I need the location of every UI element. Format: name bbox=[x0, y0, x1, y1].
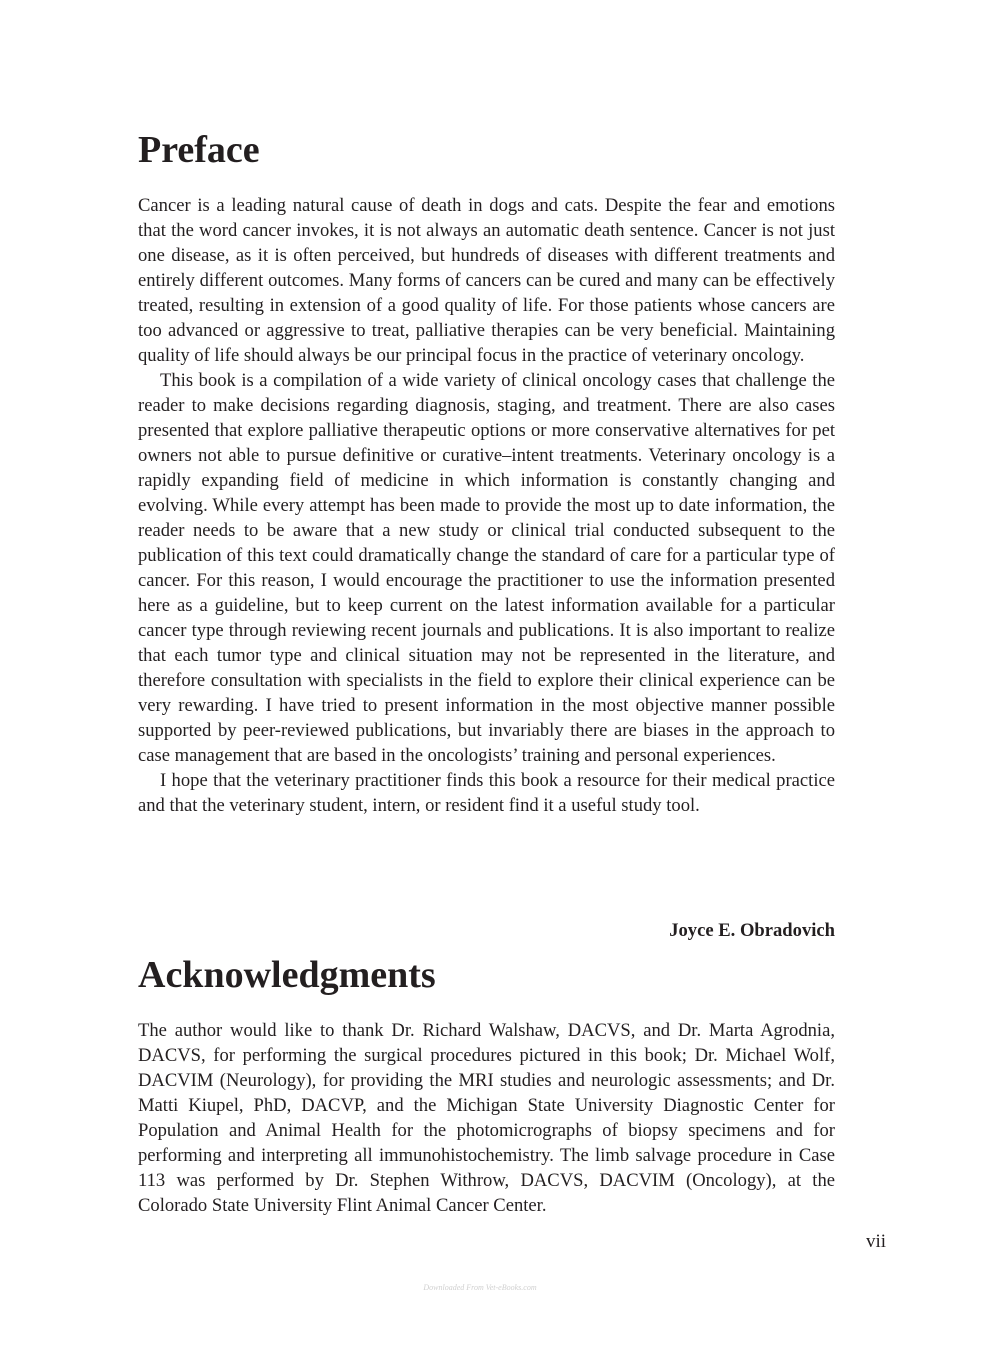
preface-paragraph-3: I hope that the veterinary practitioner finds this book a resource for their medical practice and that the veterinary student, intern, or resident find it a useful study tool. bbox=[138, 770, 835, 816]
page-number: vii bbox=[865, 1231, 886, 1252]
preface-heading: Preface bbox=[138, 129, 260, 171]
preface-paragraph-1: Cancer is a leading natural cause of death in dogs and cats. Despite the fear and emotions that the word cancer invokes, it is not always an automatic death sentence. Cancer is not just one disease, as it is often perceived, but hundreds of diseases with different treatments and entirely different outcomes. Many forms of cancers can be cured and many can be effectively treated, resulting in extension of a good quality of life. For those patients whose cancers are too advanced or aggressive to treat, palliative therapies can be very beneficial. Maintaining quality of life should always be our principal focus in the practice of veterinary oncology. bbox=[138, 195, 835, 366]
acknowledgments-paragraph-1: The author would like to thank Dr. Richard Walshaw, DACVS, and Dr. Marta Agrodnia, DACVS, for performing the surgical procedures pictured in this book; Dr. Michael Wolf, DACVIM (Neurology), for providing the MRI studies and neurologic assessments; and Dr. Matti Kiupel, PhD, DACVP, and the Michigan State University Diagnostic Center for Population and Animal Health for the photomicrographs of biopsy specimens and for performing and interpreting all immunohistochemistry. The limb salvage procedure in Case 113 was performed by Dr. Stephen Withrow, DACVS, DACVIM (Oncology), at the Colorado State University Flint Animal Cancer Center. bbox=[138, 1020, 835, 1216]
preface-body bbox=[138, 193, 835, 818]
author-signature: Joyce E. Obradovich bbox=[669, 920, 835, 941]
acknowledgments-body bbox=[138, 1018, 835, 1218]
watermark: Downloaded From Vet-eBooks.com bbox=[423, 1283, 537, 1292]
preface-paragraph-2: This book is a compilation of a wide variety of clinical oncology cases that challenge the reader to make decisions regarding diagnosis, staging, and treatment. There are also cases presented that explore palliative therapeutic options or more conservative alternatives for pet owners not able to pursue definitive or curative–intent treatments. Veterinary oncology is a rapidly expanding field of medicine in which information is constantly changing and evolving. While every attempt has been made to provide the most up to date information, the reader needs to be aware that a new study or clinical trial conducted subsequent to the publication of this text could dramatically change the standard of care for a particular type of cancer. For this reason, I would encourage the practitioner to use the information presented here as a guideline, but to keep current on the latest information available for a particular cancer type through reviewing recent journals and publications. It is also important to realize that each tumor type and clinical situation may not be represented in the literature, and therefore consultation with specialists in the field to explore their clinical experience can be very rewarding. I have tried to present information in the most objective manner possible supported by peer-reviewed publications, but invariably there are biases in the approach to case management that are based in the oncologists’ training and personal experiences. bbox=[138, 370, 835, 766]
acknowledgments-heading: Acknowledgments bbox=[138, 954, 436, 996]
